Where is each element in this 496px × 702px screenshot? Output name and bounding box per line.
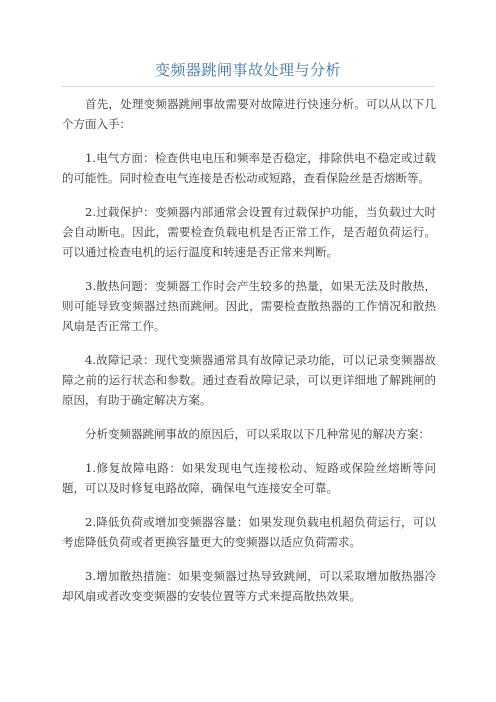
paragraph-electrical: 1.电气方面：检查供电电压和频率是否稳定，排除供电不稳定或过载的可能性。同时检查电气连接是否松动或短路，查看保险丝是否熔断等。 — [62, 151, 436, 185]
paragraph-cooling-measures: 3.增加散热措施：如果变频器过热导致跳闸，可以采取增加散热器冷却风扇或者改变变频器的安装位置等方式来提高散热效果。 — [62, 569, 436, 603]
document-title: 变频器跳闸事故处理与分析 — [154, 61, 341, 79]
paragraph-cooling: 3.散热问题：变频器工作时会产生较多的热量，如果无法及时散热，则可能导致变频器过热而跳闸。因此，需要检查散热器的工作情况和散热风扇是否正常工作。 — [62, 279, 436, 333]
paragraph-reduce-load: 2.降低负荷或增加变频器容量：如果发现负载电机超负荷运行，可以考虑降低负荷或者更换容量更大的变频器以适应负荷需求。 — [62, 515, 436, 549]
paragraph-overload: 2.过载保护：变频器内部通常会设置有过载保护功能，当负载过大时会自动断电。因此，需要检查负载电机是否正常工作，是否超负荷运行。可以通过检查电机的运行温度和转速是否正常来判断。 — [62, 205, 436, 259]
paragraph-repair-circuit: 1.修复故障电路：如果发现电气连接松动、短路或保险丝熔断等问题，可以及时修复电路故障，确保电气连接安全可靠。 — [62, 461, 436, 495]
paragraph-intro: 首先，处理变频器跳闸事故需要对故障进行快速分析。可以从以下几个方面入手： — [62, 97, 436, 131]
title-divider — [62, 86, 434, 87]
paragraph-solutions-intro: 分析变频器跳闸事故的原因后，可以采取以下几种常见的解决方案： — [85, 427, 430, 441]
paragraph-fault-log: 4.故障记录：现代变频器通常具有故障记录功能，可以记录变频器故障之前的运行状态和参数。通过查看故障记录，可以更详细地了解跳闸的原因，有助于确定解决方案。 — [62, 353, 436, 407]
